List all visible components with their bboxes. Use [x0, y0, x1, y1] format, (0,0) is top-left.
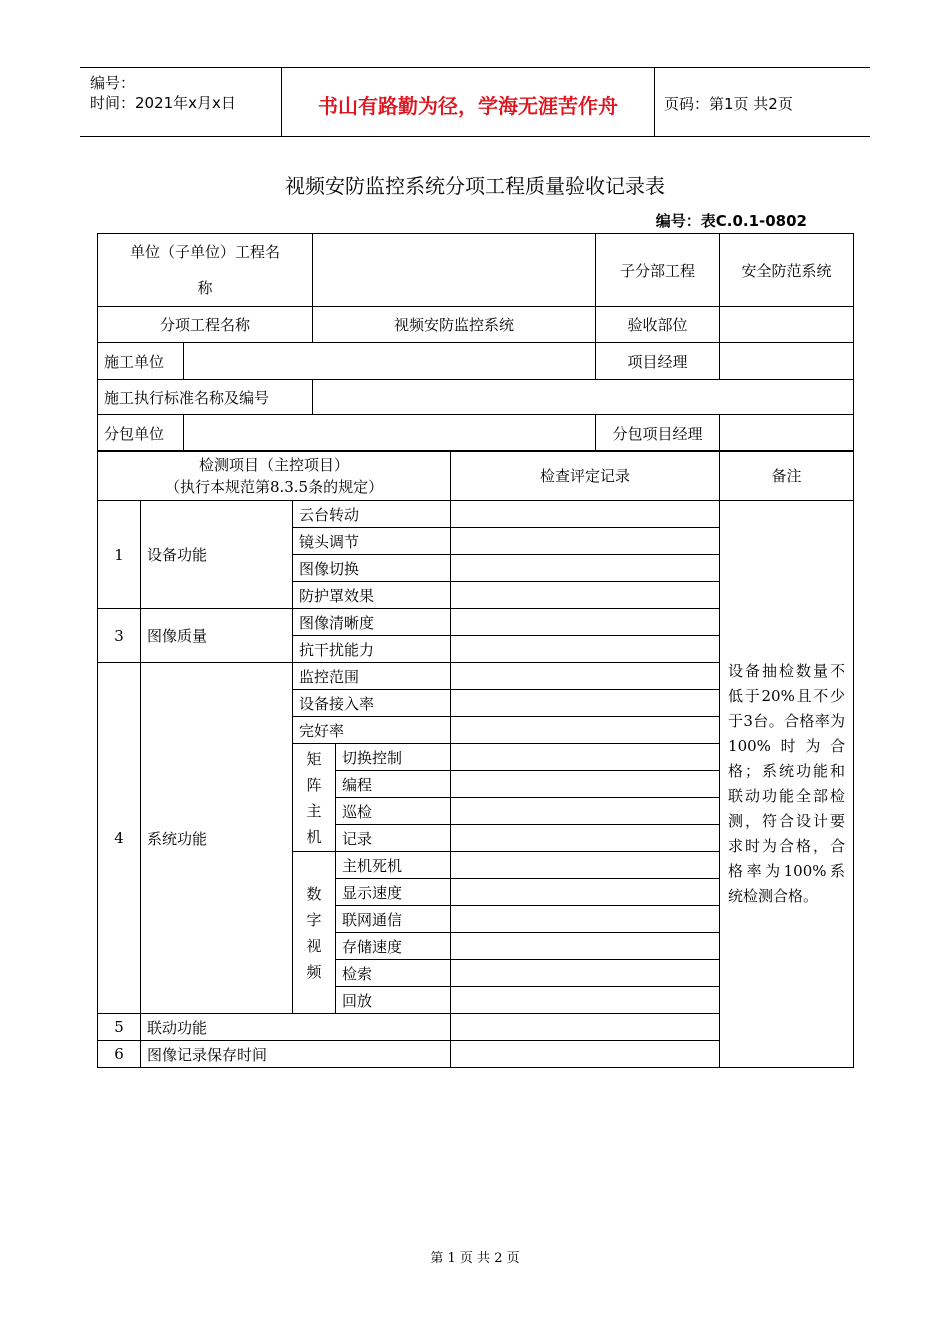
digital-char: 数 — [306, 884, 322, 903]
item-label: 设备接入率 — [293, 690, 451, 717]
form-title: 视频安防监控系统分项工程质量验收记录表 — [285, 174, 665, 198]
project-manager-label: 项目经理 — [596, 343, 720, 380]
time-label: 时间：2021年x月x日 — [90, 94, 236, 112]
unit-label-line1: 单位（子单位）工程名 — [130, 243, 281, 261]
inspection-table — [97, 450, 854, 1068]
group-name: 图像记录保存时间 — [141, 1041, 451, 1068]
group-no: 5 — [98, 1014, 141, 1041]
item-label: 记录 — [336, 825, 451, 852]
record-cell[interactable] — [451, 960, 720, 987]
record-cell[interactable] — [451, 825, 720, 852]
record-cell[interactable] — [451, 582, 720, 609]
motto: 书山有路勤为径，学海无涯苦作舟 — [318, 94, 618, 118]
record-cell[interactable] — [451, 636, 720, 663]
record-cell[interactable] — [451, 1014, 720, 1041]
item-label: 巡检 — [336, 798, 451, 825]
item-label: 监控范围 — [293, 663, 451, 690]
subcontractor-value[interactable] — [184, 415, 596, 452]
digital-char: 频 — [306, 962, 322, 981]
standard-label: 施工执行标准名称及编号 — [98, 380, 313, 415]
unit-value[interactable] — [313, 234, 596, 307]
item-label: 存储速度 — [336, 933, 451, 960]
page-footer: 第 1 页 共 2 页 — [430, 1251, 520, 1266]
record-cell[interactable] — [451, 852, 720, 879]
item-label: 联网通信 — [336, 906, 451, 933]
acceptance-part-value[interactable] — [720, 307, 854, 343]
item-label: 编程 — [336, 771, 451, 798]
number-label: 编号： — [90, 74, 136, 92]
item-label: 回放 — [336, 987, 451, 1014]
record-cell[interactable] — [451, 771, 720, 798]
unit-label — [98, 234, 313, 307]
group-no: 3 — [98, 609, 141, 663]
item-label: 云台转动 — [293, 501, 451, 528]
digital-char: 视 — [306, 936, 322, 955]
record-cell[interactable] — [451, 609, 720, 636]
group-name: 系统功能 — [141, 663, 293, 1014]
matrix-host-label — [293, 744, 336, 852]
page-header — [80, 67, 870, 137]
item-label: 抗干扰能力 — [293, 636, 451, 663]
group-name: 联动功能 — [141, 1014, 451, 1041]
col-item-line2: （执行本规范第8.3.5条的规定） — [164, 477, 384, 496]
record-cell[interactable] — [451, 690, 720, 717]
matrix-char: 机 — [306, 827, 322, 846]
sub-pm-value[interactable] — [720, 415, 854, 452]
group-no: 4 — [98, 663, 141, 1014]
item-label: 镜头调节 — [293, 528, 451, 555]
item-label: 检索 — [336, 960, 451, 987]
page-info: 页码：第1页 共2页 — [664, 95, 793, 113]
item-label: 图像清晰度 — [293, 609, 451, 636]
record-cell[interactable] — [451, 879, 720, 906]
col-header-item — [98, 451, 451, 501]
item-label: 切换控制 — [336, 744, 451, 771]
record-cell[interactable] — [451, 528, 720, 555]
item-label: 主机死机 — [336, 852, 451, 879]
record-cell[interactable] — [451, 663, 720, 690]
group-no: 1 — [98, 501, 141, 609]
group-no: 6 — [98, 1041, 141, 1068]
col-header-remark: 备注 — [720, 451, 854, 501]
item-name-value[interactable]: 视频安防监控系统 — [313, 307, 596, 343]
digital-char: 字 — [306, 910, 322, 929]
item-name-label: 分项工程名称 — [98, 307, 313, 343]
acceptance-part-label: 验收部位 — [596, 307, 720, 343]
record-cell[interactable] — [451, 987, 720, 1014]
record-cell[interactable] — [451, 798, 720, 825]
record-cell[interactable] — [451, 501, 720, 528]
item-label: 完好率 — [293, 717, 451, 744]
info-table — [97, 233, 854, 452]
record-cell[interactable] — [451, 744, 720, 771]
item-label: 图像切换 — [293, 555, 451, 582]
record-cell[interactable] — [451, 906, 720, 933]
record-cell[interactable] — [451, 717, 720, 744]
digital-video-label — [293, 852, 336, 1014]
sub-division-value[interactable]: 安全防范系统 — [720, 234, 854, 307]
header-meta — [90, 73, 236, 113]
construction-unit-value[interactable] — [184, 343, 596, 380]
col-header-record: 检查评定记录 — [451, 451, 720, 501]
standard-value[interactable] — [313, 380, 854, 415]
project-manager-value[interactable] — [720, 343, 854, 380]
header-divider — [654, 68, 655, 136]
sub-division-label: 子分部工程 — [596, 234, 720, 307]
item-label: 显示速度 — [336, 879, 451, 906]
subcontractor-label: 分包单位 — [98, 415, 184, 452]
group-name: 图像质量 — [141, 609, 293, 663]
record-cell[interactable] — [451, 1041, 720, 1068]
group-name: 设备功能 — [141, 501, 293, 609]
form-code: 编号：表C.0.1-0802 — [655, 212, 807, 230]
unit-label-line2: 称 — [197, 279, 213, 297]
sub-pm-label: 分包项目经理 — [596, 415, 720, 452]
matrix-char: 主 — [306, 801, 322, 820]
col-item-line1: 检测项目（主控项目） — [199, 455, 350, 474]
item-label: 防护罩效果 — [293, 582, 451, 609]
construction-unit-label: 施工单位 — [98, 343, 184, 380]
record-cell[interactable] — [451, 555, 720, 582]
remark-note: 设备抽检数量不低于20%且不少于3台。合格率为100%时为合格；系统功能和联动功能全部检测，符合设计要求时为合格，合格率为100%系统检测合格。 — [720, 501, 854, 1068]
record-cell[interactable] — [451, 933, 720, 960]
matrix-char: 阵 — [306, 775, 322, 794]
matrix-char: 矩 — [306, 749, 322, 768]
